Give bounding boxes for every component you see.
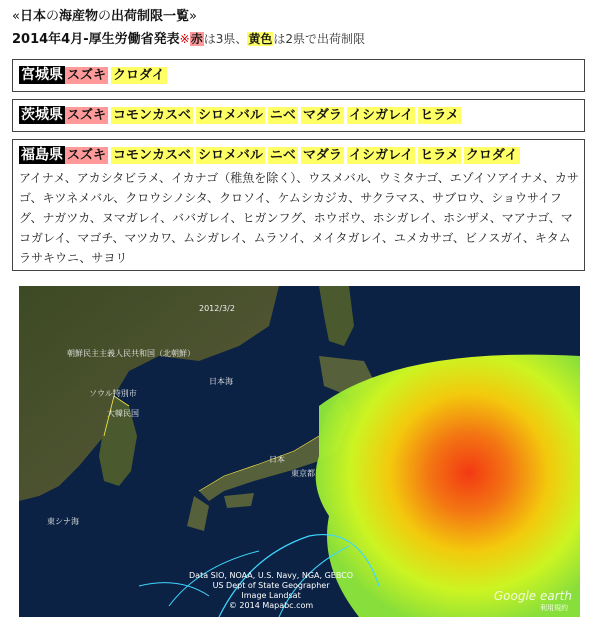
legend-red: 赤 xyxy=(190,32,203,46)
fish-yellow: シロメバル xyxy=(198,108,263,123)
map-label-north-korea: 朝鮮民主主義人民共和国（北朝鮮） xyxy=(67,349,195,358)
contamination-map xyxy=(19,286,580,617)
fish-yellow: マダラ xyxy=(302,148,342,163)
fish-yellow: ヒラメ xyxy=(420,148,459,163)
map-label-sea: 東シナ海 xyxy=(47,517,79,526)
map-date-label: 2012/3/2 xyxy=(199,304,235,313)
fish-yellow: クロダイ xyxy=(113,68,165,83)
prefecture-box-fukushima xyxy=(12,139,585,271)
fish-yellow: コモンカスベ xyxy=(113,148,192,163)
legend-yellow: 黄色 xyxy=(248,32,273,46)
fish-yellow: マダラ xyxy=(302,108,342,123)
map-label-sea-of-japan: 日本海 xyxy=(209,377,233,386)
fish-yellow: クロダイ xyxy=(465,148,518,163)
fish-yellow: シロメバル xyxy=(198,148,263,163)
fish-yellow: イシガレイ xyxy=(348,148,414,163)
map-credits: Data SIO, NOAA, U.S. Navy, NGA, GEBCO US Dept of State Geographer Image Landsat © 2014 Mapabc.com xyxy=(189,571,354,610)
fish-yellow: イシガレイ xyxy=(348,108,414,123)
prefecture-box-miyagi xyxy=(12,59,585,92)
other-fish-list: アイナメ、アカシタビラメ、イカナゴ（稚魚を除く）、ウスメバル、ウミタナゴ、エゾイソアイナメ、カサゴ、キツネメバル、クロウシノシタ、クロソイ、ケムシカジカ、サクラマス、サブロウ、ショウサイフグ、ナガツカ、ヌマガレイ、ババガレイ、ヒガンフグ、ホウボウ、ホシガレイ、ホシザメ、マアナゴ、マコガレイ、マゴチ、マツカワ、ムシガレイ、ムラソイ、メイタガレイ、ユメカサゴ、ビノスガイ、キタムラサキウニ、サヨリ xyxy=(19,171,579,265)
map-label-south-korea: 大韓民国 xyxy=(107,409,139,418)
fish-red: スズキ xyxy=(67,108,107,123)
prefecture-name: 福島県 xyxy=(21,147,63,163)
prefecture-box-ibaraki xyxy=(12,99,585,132)
page-subtitle: 2014年4月-厚生労働省発表※赤は3県、黄色は2県で出荷制限 xyxy=(12,32,366,47)
map-graphic xyxy=(19,286,580,617)
fish-red: スズキ xyxy=(67,68,107,83)
page-title: «日本の海産物の出荷制限一覧» xyxy=(12,9,198,24)
prefecture-name: 宮城県 xyxy=(21,67,63,83)
google-earth-logo: Google earth xyxy=(493,589,572,603)
map-label-japan: 日本 xyxy=(269,455,285,464)
fish-yellow: コモンカスベ xyxy=(113,108,192,123)
map-label-seoul: ソウル特別市 xyxy=(89,389,137,398)
fish-yellow: ニベ xyxy=(269,148,296,163)
terms-link[interactable]: 利用規約 xyxy=(540,604,568,612)
prefecture-name: 茨城県 xyxy=(21,107,63,123)
source-label: 厚生労働省発表 xyxy=(88,32,180,47)
map-label-tokyo: 東京都 xyxy=(291,469,315,478)
fish-red: スズキ xyxy=(67,148,107,163)
fish-yellow: ニベ xyxy=(269,108,296,123)
fish-yellow: ヒラメ xyxy=(420,108,459,123)
